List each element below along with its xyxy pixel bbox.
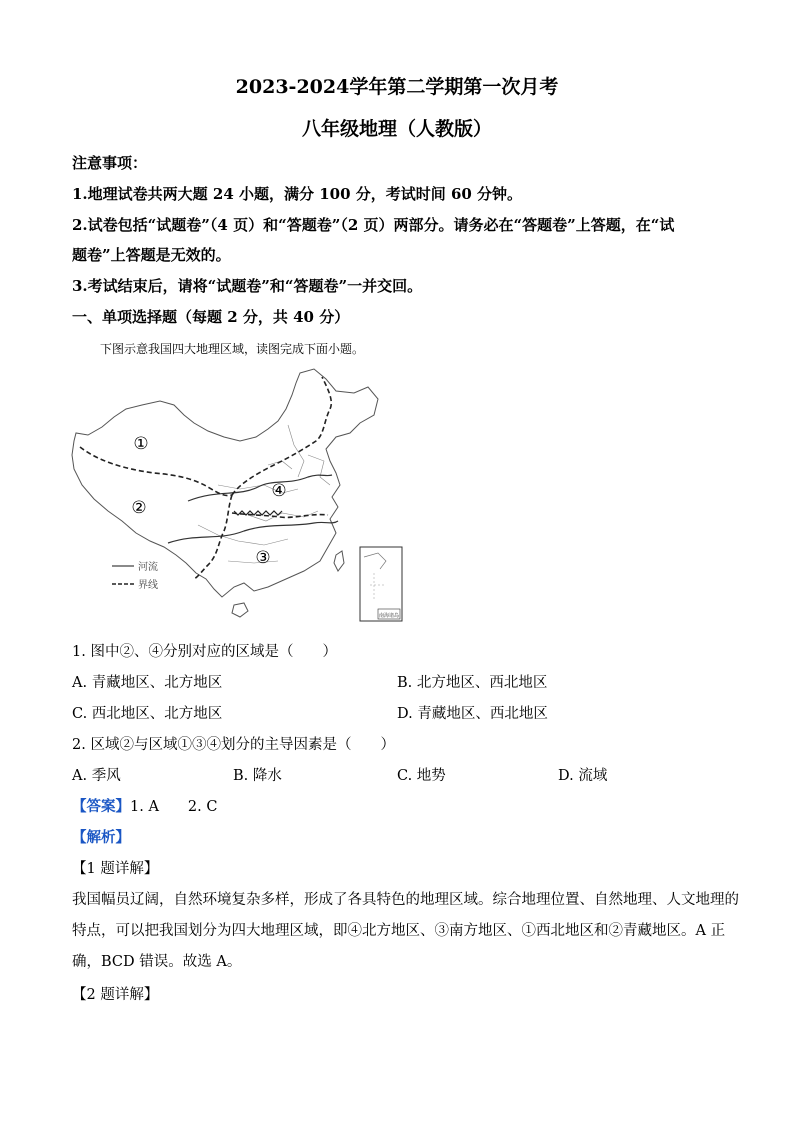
hainan-island	[232, 603, 248, 617]
detail-1-line-2: 特点，可以把我国划分为四大地理区域，即④北方地区、③南方地区、①西北地区和②青藏地区。A 正	[72, 923, 726, 939]
region-label-3: ③	[255, 548, 271, 568]
question-1-stem: 1. 图中②、④分别对应的区域是（ ）	[72, 644, 337, 660]
legend-boundary-label: 界线	[138, 580, 158, 591]
notice-item-2-line-2: 题卷”上答题是无效的。	[72, 246, 231, 264]
question-2-option-c: C. 地势	[397, 768, 446, 784]
notice-item-2-line-1: 2.试卷包括“试题卷”（4 页）和“答题卷”（2 页）两部分。请务必在“答题卷”上答题，在“试	[72, 216, 675, 234]
answer-tag: 【答案】	[72, 798, 130, 815]
question-1-option-a: A. 青藏地区、北方地区	[72, 675, 223, 691]
page-title: 2023-2024学年第二学期第一次月考	[235, 76, 559, 98]
detail-1-title: 【1 题详解】	[72, 861, 159, 877]
notice-item-3: 3.考试结束后，请将“试题卷”和“答题卷”一并交回。	[72, 277, 423, 295]
question-1-option-c: C. 西北地区、北方地区	[72, 706, 223, 722]
section-heading: 一、单项选择题（每题 2 分，共 40 分）	[72, 308, 350, 326]
question-2-option-b: B. 降水	[233, 768, 282, 784]
page-subtitle: 八年级地理（人教版）	[301, 118, 492, 140]
south-china-sea-inset	[360, 547, 402, 621]
legend-river-label: 河流	[138, 562, 158, 573]
detail-2-title: 【2 题详解】	[72, 987, 159, 1003]
region-label-1: ①	[133, 434, 149, 454]
answer-line	[72, 795, 217, 816]
question-2-stem: 2. 区域②与区域①③④划分的主导因素是（ ）	[72, 737, 395, 753]
china-regions-map	[68, 365, 413, 627]
map-intro: 下图示意我国四大地理区域，读图完成下面小题。	[100, 342, 365, 356]
analysis-tag: 【解析】	[72, 829, 130, 846]
notice-heading: 注意事项：	[72, 154, 148, 172]
notice-item-1: 1.地理试卷共两大题 24 小题，满分 100 分，考试时间 60 分钟。	[72, 185, 523, 203]
question-2-option-a: A. 季风	[72, 768, 121, 784]
detail-1-line-1: 我国幅员辽阔，自然环境复杂多样，形成了各具特色的地理区域。综合地理位置、自然地理、人文地理的	[72, 892, 739, 908]
region-boundaries	[80, 377, 331, 579]
rivers	[168, 475, 338, 543]
answer-content: 1. A 2. C	[130, 799, 218, 815]
detail-1-line-3: 确，BCD 错误。故选 A。	[72, 954, 242, 970]
question-1-option-b: B. 北方地区、西北地区	[397, 675, 548, 691]
region-label-4: ④	[271, 481, 287, 501]
region-label-2: ②	[131, 498, 147, 518]
question-1-option-d: D. 青藏地区、西北地区	[397, 706, 548, 722]
country-outline	[72, 369, 378, 597]
inset-label: 南海诸岛	[378, 613, 400, 619]
question-2-option-d: D. 流域	[558, 768, 608, 784]
taiwan-island	[334, 551, 344, 571]
